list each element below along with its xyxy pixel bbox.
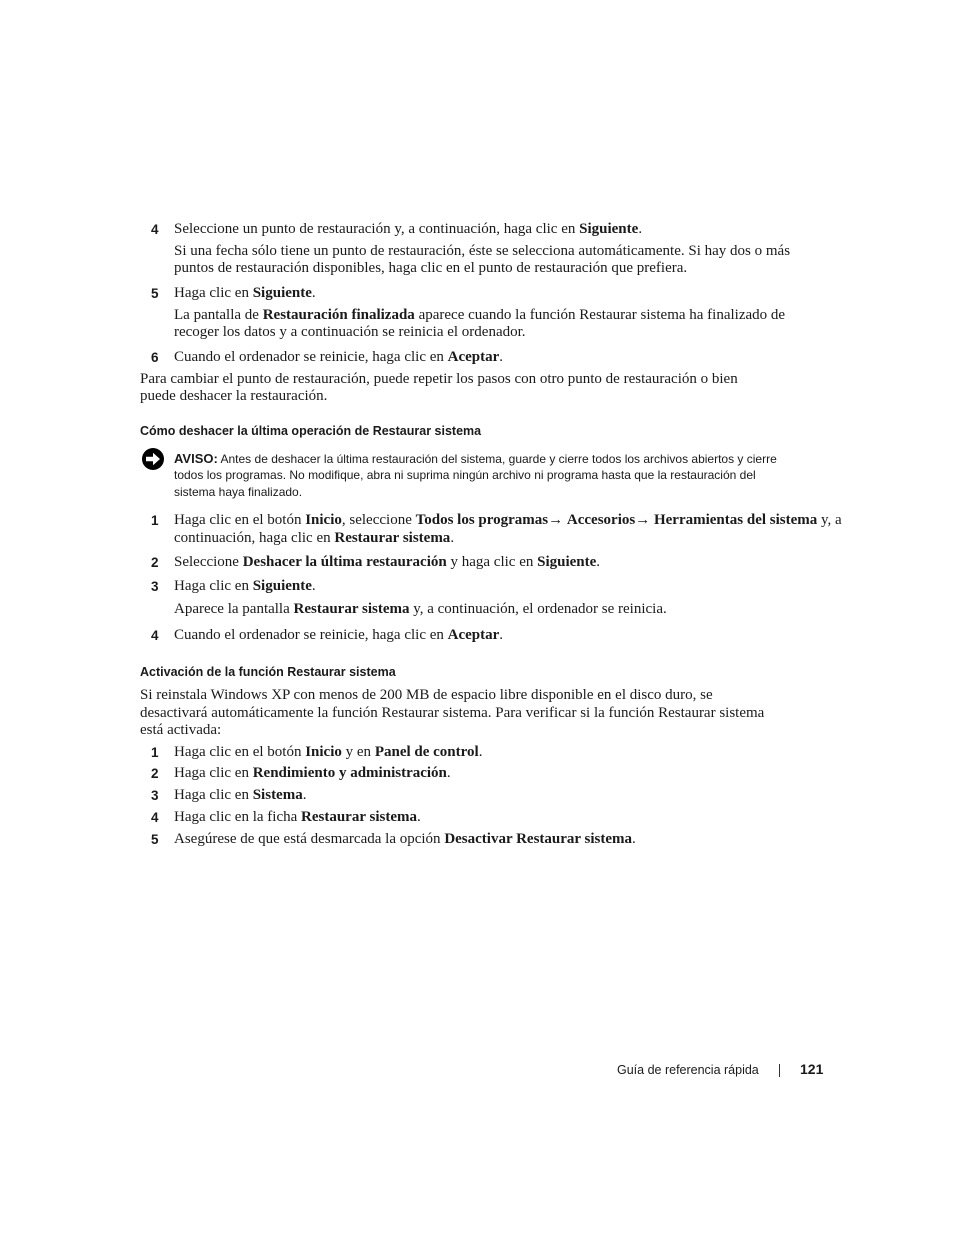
step-text: Seleccione Deshacer la última restauración y haga clic en Siguiente. (174, 554, 601, 570)
step-number: 2 (151, 766, 159, 781)
notice-text: AVISO: Antes de deshacer la última restauración del sistema, guarde y cierre todos los archivos abiertos y cierre (174, 451, 777, 466)
step-text: Haga clic en Siguiente. (174, 578, 316, 594)
notice-arrow-icon (141, 447, 165, 471)
paragraph-line: puede deshacer la restauración. (140, 388, 328, 404)
notice-text: sistema haya finalizado. (174, 485, 303, 499)
step-detail: Si una fecha sólo tiene un punto de restauración, éste se selecciona automáticamente. Si hay dos o más (174, 243, 791, 259)
step-number: 1 (151, 513, 159, 528)
notice-text: todos los programas. No modifique, abra ni suprima ningún archivo ni programa hasta que la restauración del (174, 468, 756, 482)
step-detail: Aparece la pantalla Restaurar sistema y, a continuación, el ordenador se reinicia. (174, 601, 667, 617)
step-number: 2 (151, 555, 159, 570)
step-text: Haga clic en la ficha Restaurar sistema. (174, 809, 421, 825)
paragraph-line: está activada: (140, 722, 222, 738)
step-number: 3 (151, 579, 159, 594)
section-heading: Cómo deshacer la última operación de Restaurar sistema (140, 424, 482, 438)
step-text: Asegúrese de que está desmarcada la opción Desactivar Restaurar sistema. (174, 831, 636, 847)
step-detail: puntos de restauración disponibles, haga clic en el punto de restauración que prefiera. (174, 260, 688, 276)
step-number: 4 (151, 810, 159, 825)
notice-label: AVISO: (174, 451, 218, 466)
paragraph-line: Si reinstala Windows XP con menos de 200 MB de espacio libre disponible en el disco duro, se (140, 687, 713, 703)
step-text: Haga clic en Siguiente. (174, 285, 316, 301)
footer-separator (779, 1064, 780, 1077)
step-text: Haga clic en el botón Inicio y en Panel de control. (174, 744, 483, 760)
step-number: 5 (151, 286, 159, 301)
step-text: Haga clic en Sistema. (174, 787, 307, 803)
step-text: Haga clic en el botón Inicio, seleccione Todos los programas→ Accesorios→ Herramientas del sistema y, a (174, 512, 842, 528)
step-detail: La pantalla de Restauración finalizada aparece cuando la función Restaurar sistema ha finalizado de (174, 307, 786, 323)
step-number: 5 (151, 832, 159, 847)
step-number: 4 (151, 628, 159, 643)
step-number: 1 (151, 745, 159, 760)
step-detail: recoger los datos y a continuación se reinicia el ordenador. (174, 324, 526, 340)
paragraph-line: Para cambiar el punto de restauración, puede repetir los pasos con otro punto de restauración o bien (140, 371, 738, 387)
step-number: 6 (151, 350, 159, 365)
page-number: 121 (800, 1061, 824, 1077)
footer-title: Guía de referencia rápida (617, 1063, 759, 1077)
step-number: 3 (151, 788, 159, 803)
step-text: Cuando el ordenador se reinicie, haga clic en Aceptar. (174, 349, 504, 365)
step-text: Cuando el ordenador se reinicie, haga clic en Aceptar. (174, 627, 504, 643)
step-text: Haga clic en Rendimiento y administración. (174, 765, 451, 781)
step-text: Seleccione un punto de restauración y, a continuación, haga clic en Siguiente. (174, 221, 643, 237)
section-heading: Activación de la función Restaurar sistema (140, 665, 396, 679)
paragraph-line: desactivará automáticamente la función Restaurar sistema. Para verificar si la función Restaurar sistema (140, 705, 765, 721)
step-text: continuación, haga clic en Restaurar sistema. (174, 530, 455, 546)
step-number: 4 (151, 222, 159, 237)
